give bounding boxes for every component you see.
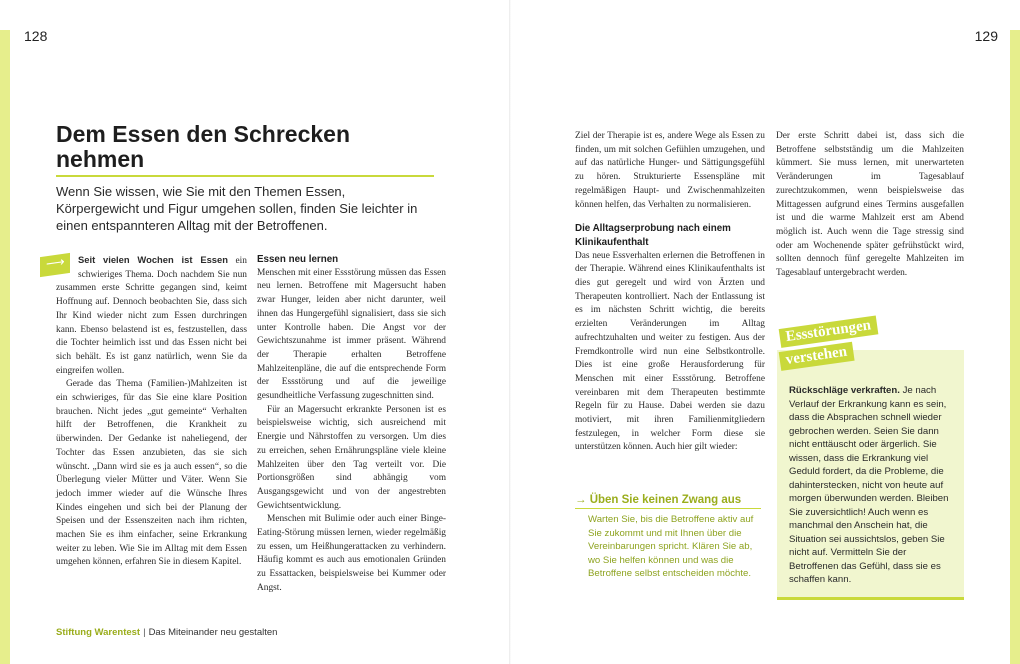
column-2-paragraph-2: Für an Magersucht erkrankte Personen ist es beispielsweise wichtig, sich ausreichend mit Energie und Nährstoffen zu versorgen. Um dies zu erreichen, sehen Ernährungspläne viele kleine Mahlzeiten über den Tag verteilt vor. Die Portionsgrößen sind abhängig vom Ausgangsgewicht und von der angestrebten Gewichtsentwicklung. — [257, 404, 446, 511]
right-edge-bar — [1010, 30, 1020, 664]
intro-bold: Seit vielen Wochen ist Essen — [78, 254, 228, 265]
column-2-paragraph-1: Menschen mit einer Essstörung müssen das Essen neu lernen. Betroffene mit Magersucht haben zwar Hunger, leiden aber nicht darunter, weil ihnen das Hungergefühl signalisiert, dass sie sich unter Kontrolle haben. Die Angst vor der Gewichtszunahme ist immer präsent. Während der Therapie erhalten Betroffene Mahlzeitenpläne, die auf die entsprechende Form der Essstörung und auf die jeweilige gesundheitliche Verfassung zugeschnitten sind. — [257, 267, 446, 402]
page-number-right: 129 — [974, 28, 998, 44]
column-1 — [56, 253, 247, 570]
footer — [56, 627, 277, 638]
tip-rule — [575, 508, 761, 509]
sidebar-text — [789, 384, 955, 587]
article-lead: Wenn Sie wissen, wie Sie mit den Themen Essen, Körpergewicht und Figur umgehen sollen, finden Sie leichter in einen entspannteren Alltag mit der Betroffenen. — [56, 184, 418, 233]
intro-text: ein schwieriges Thema. Doch nachdem Sie nun zusammen erste Schritte gegangen sind, keimt Hoffnung auf. Dennoch beobachten Sie, dass sich Ihr Kind wieder nicht zum Essen durchringen kann. Ebenso belastend ist es, festzustellen, dass die Tochter heimlich isst und das Essen nicht bei sich behält. Es ist ganz natürlich, wenn Sie da eingreifen wollen. — [56, 256, 247, 376]
article-title: Dem Essen den Schrecken nehmen — [56, 121, 351, 172]
book-spine — [509, 0, 511, 664]
tip-heading: → Üben Sie keinen Zwang aus — [575, 494, 742, 506]
heading-essen-neu-lernen: Essen neu lernen — [257, 254, 339, 265]
left-edge-bar — [0, 30, 10, 664]
footer-brand: Stiftung Warentest — [56, 627, 141, 638]
sidebar-bold: Rückschläge verkraften. — [789, 385, 900, 396]
footer-title: Das Miteinander neu gestalten — [148, 627, 278, 638]
column-2-paragraph-3: Menschen mit Bulimie oder auch einer Binge-Eating-Störung müssen lernen, wieder regelmäßig zu essen, um Heißhungerattacken zu verhindern. Häufig kommt es auch aus emotionalen Gründen zu Essattacken, beispielsweise bei Kummer oder Angst. — [257, 514, 446, 593]
column-4-paragraph-1: Der erste Schritt dabei ist, dass sich die Betroffene selbstständig um die Mahlzeiten kümmert. Sie muss lernen, mit unerwarteten Veränderungen im Tagesablauf zurechtzukommen, wenn beispielsweise das Mittagessen aufgrund eines Termins ausgefallen ist und die warme Mahlzeit erst am Abend möglich ist. Auch wenn die Tage stressig sind oder am Wochenende später gefrühstückt wird, sollten dennoch fünf geregelte Mahlzeiten im Tagesablauf untergebracht werden. — [776, 131, 964, 279]
column-3 — [575, 130, 765, 455]
sidebar-ribbon-line-2: verstehen — [779, 342, 855, 371]
column-4 — [776, 130, 964, 281]
column-1-intro — [56, 253, 247, 378]
column-2 — [257, 253, 446, 596]
column-1-paragraph-2: Gerade das Thema (Familien-)Mahlzeiten ist ein schwieriges, für das Sie eine klare Position brauchen. Nicht jedes „gut gemeinte“ Verhalten hilft der Betroffenen, die Krankheit zu überwinden. Der Gedanke ist naheliegend, der Tochter das Essen anzubieten, das sie sich wünscht. „Dann wird sie es ja auch essen“, so die Überlegung vieler Mütter und Väter. Wenn Sie jedoch immer wieder auf die Wünsche Ihres Kindes eingehen und sich bei der Planung der Speisen und der Essenszeiten nach ihm richten, machen Sie es ihm einfacher, seine Erkrankung weiter zu leben. Wie Sie im Alltag mit dem Essen umgehen können, erfahren Sie in diesem Kapitel. — [56, 379, 247, 568]
tip-body: Warten Sie, bis die Betroffene aktiv auf Sie zukommt und mit Ihnen über die Vereinbarungen spricht. Klären Sie ab, wo Sie helfen können und was die Betroffene selbst entscheiden möchte. — [588, 514, 754, 579]
title-rule — [56, 175, 434, 177]
sidebar-body: Je nach Verlauf der Erkrankung kann es sein, dass die Absprachen schnell wieder gebrochen werden. Seien Sie dann nicht enttäuscht oder ärgerlich. Sie wissen, dass die Erkrankung viel Geduld fordert, da die Probleme, die dahinterstecken, nicht von heute auf morgen überwunden werden. Bleiben Sie zuversichtlich! Auch wenn es manchmal den Anschein hat, die Situation sei aussichtslos, geben Sie nicht auf. Vermitteln Sie der Betroffenen das Gefühl, dass sie es schaffen kann. — [789, 385, 949, 585]
arrow-right-icon: ⟶ — [46, 254, 65, 273]
footer-separator: | — [143, 627, 146, 638]
sidebar-ribbon-line-1: Essstörungen — [779, 315, 879, 347]
page-number-left: 128 — [24, 28, 48, 44]
column-3-paragraph-2: Das neue Essverhalten erlernen die Betroffenen in der Therapie. Während eines Klinikaufenthalts ist dies gut geregelt und wird von Ärzten und Therapeuten kontrolliert. Nach der Entlassung ist es im nächsten Schritt wichtig, die bereits erzielten Veränderungen im Alltag aufrechtzuhalten und weiter zu festigen. Aus der Fremdkontrolle wird nun eine Selbstkontrolle. Dies ist eine große Herausforderung für Menschen mit einer Essstörung. Betroffene vereinbaren mit dem Therapeuten bestimmte Regeln für zu Hause. Dabei werden sie dazu motiviert, mit ihren Familienmitgliedern festzulegen, in welcher Form diese sie unterstützen können. Auch hier gilt wieder: — [575, 250, 765, 453]
heading-alltagserprobung: Die Alltagserprobung nach einem Klinikaufenthalt — [575, 223, 731, 248]
column-3-paragraph-1: Ziel der Therapie ist es, andere Wege als Essen zu finden, um mit solchen Gefühlen umzugehen, und auf das natürliche Hunger- und Sättigungsgefühl zu hören. Strukturierte Essenspläne mit regelmäßigen Haupt- und Zwischenmahlzeiten können helfen, das Verhalten zu normalisieren. — [575, 131, 765, 210]
